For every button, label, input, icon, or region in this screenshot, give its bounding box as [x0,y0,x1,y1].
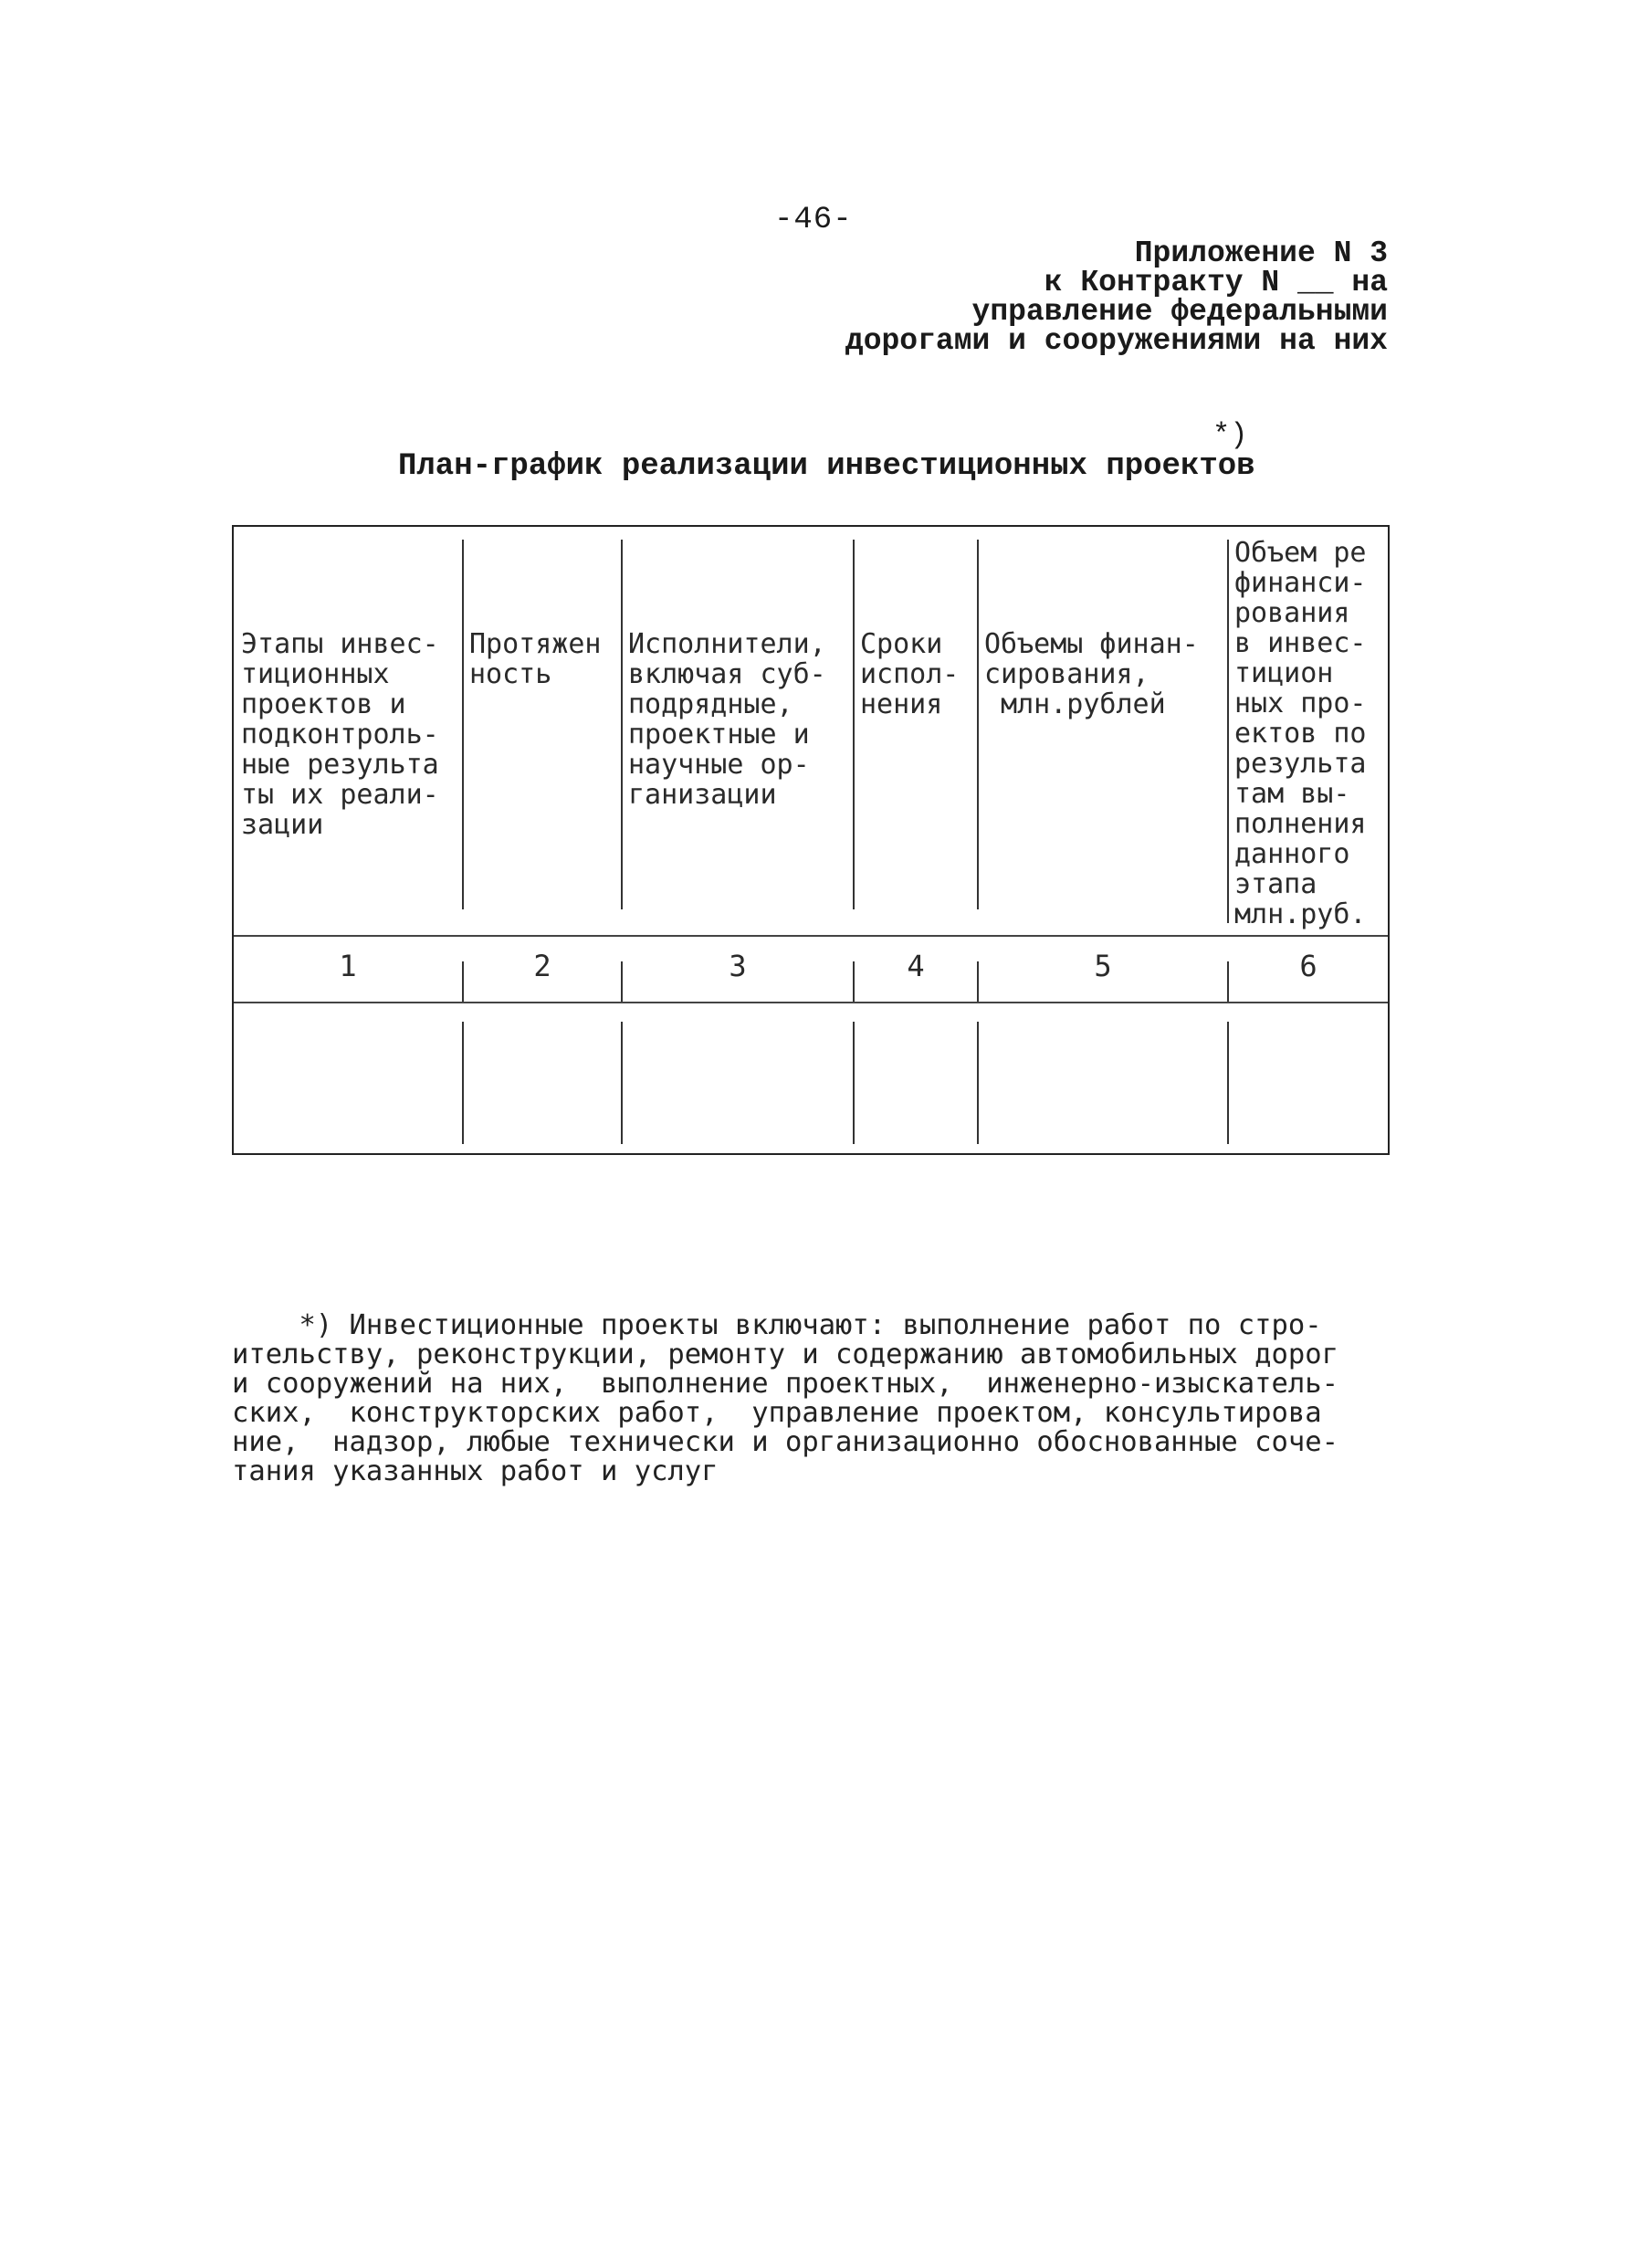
footnote-line-1: *) Инвестиционные проекты включают: выполнение работ по стро- [232,1309,1322,1341]
header-stages: Этапы инвес- тиционных проектов и подконтроль- ные результа ты их реали- зации [241,628,439,841]
appendix-line-4: дорогами и сооружениями на них [845,324,1388,358]
plan-schedule-table [232,525,1390,1155]
footnote-line-5: ние, надзор, любые технически и организационно обоснованные соче- [232,1426,1338,1458]
header-bottom-rule [234,935,1388,937]
header-refinancing: Объем ре финанси- рования в инвес- тицион ных про- ектов по результа там вы- полнения данного этапа млн.руб. [1234,537,1367,930]
column-divider [462,1022,464,1144]
column-number-1: 1 [339,949,357,983]
column-divider [1227,540,1229,923]
numbers-bottom-rule [234,1002,1388,1003]
column-number-3: 3 [729,949,747,983]
column-divider [853,1022,855,1144]
column-number-6: 6 [1299,949,1317,983]
header-financing: Объемы финан- сирования, млн.рублей [984,628,1199,720]
header-deadlines: Сроки испол- нения [860,628,960,720]
column-divider [621,1022,623,1144]
column-number-5: 5 [1094,949,1112,983]
page-number: -46- [774,203,853,237]
footnote-line-4: ских, конструкторских работ, управление проектом, консультирова [232,1397,1322,1429]
document-title: План-график реализации инвестиционных проектов [398,449,1255,484]
column-divider [1227,1022,1229,1144]
column-divider [462,540,464,909]
header-executors: Исполнители, включая суб- подрядные, проектные и научные ор- ганизации [628,628,826,811]
footnote-line-2: ительству, реконструкции, ремонту и содержанию автомобильных дорог [232,1339,1338,1370]
footnote-line-3: и сооружений на них, выполнение проектных, инженерно-изыскатель- [232,1368,1338,1400]
header-length: Протяжен ность [469,628,602,690]
column-divider [853,540,855,909]
column-number-4: 4 [907,949,925,983]
footnote [232,1311,1410,1486]
footnote-line-6: тания указанных работ и услуг [232,1455,719,1487]
column-divider [977,540,979,909]
title-footnote-mark: *) [1212,418,1248,452]
column-divider [621,540,623,909]
column-number-2: 2 [533,949,551,983]
appendix-line-3: управление федеральными [971,295,1388,329]
column-divider [977,1022,979,1144]
appendix-line-1: Приложение N 3 [1134,236,1388,270]
appendix-line-2: к Контракту N __ на [1044,266,1388,299]
appendix-heading [822,236,1388,358]
